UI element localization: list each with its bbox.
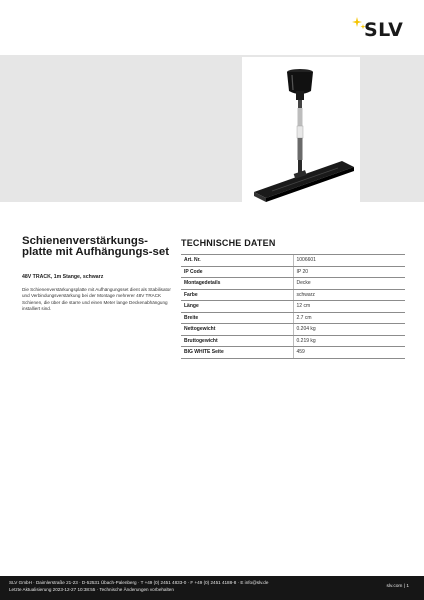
product-illustration — [242, 57, 360, 207]
product-description: Die Schienenverstärkungsplatte mit Aufhängungsset dient als Stabilisator und Verbindungsverstärkung bei der Montage mehrerer 48V TRACK Schienen, die über die starre und einen Meter lange Deckenabhängung installiert sind. — [22, 287, 171, 312]
product-title: Schienenverstärkungs-platte mit Aufhängungs-set — [22, 235, 170, 258]
spec-key: BIG WHITE Seite — [181, 347, 293, 359]
spec-value: 0.204 kg — [293, 324, 405, 336]
spec-value: 459 — [293, 347, 405, 359]
spec-key: Breite — [181, 312, 293, 324]
spec-key: Art. Nr. — [181, 255, 293, 267]
spec-value: 1006601 — [293, 255, 405, 267]
table-row — [181, 278, 405, 290]
product-subtitle: 48V TRACK, 1m Stange, schwarz — [22, 274, 104, 280]
table-row — [181, 301, 405, 313]
spec-key: Nettogewicht — [181, 324, 293, 336]
spec-key: IP Code — [181, 266, 293, 278]
table-row — [181, 324, 405, 336]
footer-updated: Letzte Aktualisierung 2023-12-27 10:38:55 · Technische Änderungen vorbehalten — [9, 587, 174, 592]
spec-value: 2.7 cm — [293, 312, 405, 324]
spec-value: 12 cm — [293, 301, 405, 313]
brand-logo: SLV — [364, 19, 404, 41]
spec-key: Bruttogewicht — [181, 335, 293, 347]
table-row — [181, 347, 405, 359]
spec-key: Montagedetails — [181, 278, 293, 290]
spec-value: IP 20 — [293, 266, 405, 278]
hero-band — [0, 55, 424, 202]
spec-section-title: TECHNISCHE DATEN — [181, 238, 276, 248]
spec-value: schwarz — [293, 289, 405, 301]
table-row — [181, 266, 405, 278]
table-row — [181, 335, 405, 347]
spec-table — [181, 254, 405, 359]
product-image — [242, 57, 360, 207]
spec-value: Decke — [293, 278, 405, 290]
footer-page-number: slv.com | 1 — [386, 584, 409, 589]
spec-key: Länge — [181, 301, 293, 313]
footer-address: SLV GmbH · Daimlerstraße 21-23 · D-52531 Übach-Palenberg · T +49 (0) 2451 4833-0 · F +49 (0) 2451 4188-8 · E info@slv.de — [9, 580, 269, 585]
spec-key: Farbe — [181, 289, 293, 301]
table-row — [181, 312, 405, 324]
table-row — [181, 255, 405, 267]
spec-value: 0.219 kg — [293, 335, 405, 347]
table-row — [181, 289, 405, 301]
